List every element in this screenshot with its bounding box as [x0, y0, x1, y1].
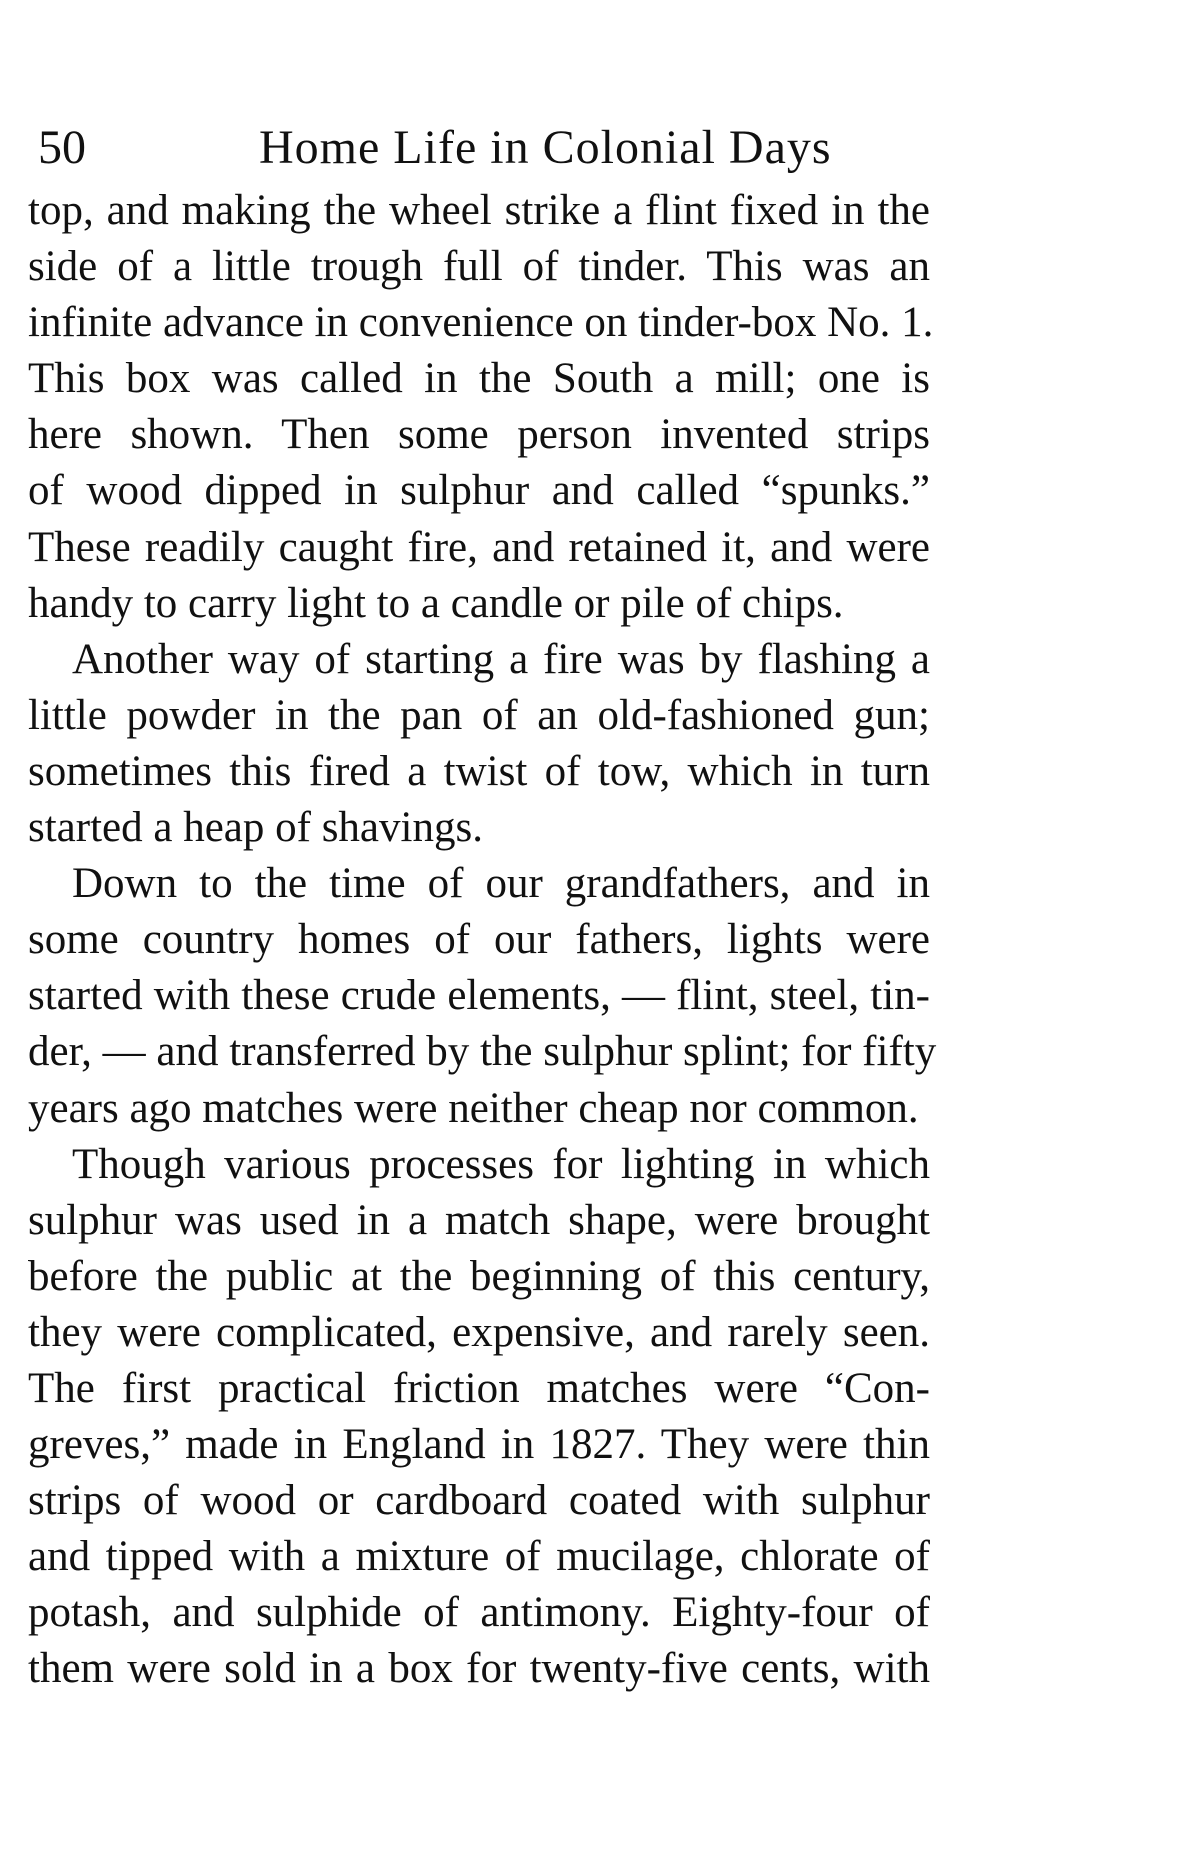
running-head [38, 118, 918, 178]
text-line: sometimes this fired a twist of tow, which in turn [28, 747, 930, 795]
text-line: handy to carry light to a candle or pile of chips. [28, 579, 844, 627]
text-line: some country homes of our fathers, lights were [28, 916, 930, 964]
text-line: sulphur was used in a match shape, were brought [28, 1196, 930, 1244]
text-line: side of a little trough full of tinder. This was an [28, 243, 930, 291]
text-line: little powder in the pan of an old-fashioned gun; [28, 691, 930, 739]
paragraph-first-line: Another way of starting a fire was by flashing a [72, 635, 930, 683]
text-line: infinite advance in convenience on tinder-box No. 1. [28, 299, 934, 347]
text-line: greves,” made in England in 1827. They were thin [28, 1421, 930, 1469]
text-line: This box was called in the South a mill; one is [28, 355, 930, 403]
text-line: top, and making the wheel strike a flint fixed in the [28, 187, 930, 234]
text-line: strips of wood or cardboard coated with sulphur [28, 1477, 930, 1525]
running-title: Home Life in Colonial Days [259, 121, 832, 174]
text-line: they were complicated, expensive, and rarely seen. [28, 1308, 930, 1356]
text-line: The first practical friction matches were “Con- [28, 1364, 930, 1412]
body-text [28, 183, 937, 1698]
text-line: years ago matches were neither cheap nor common. [28, 1084, 919, 1132]
text-line: before the public at the beginning of this century, [28, 1252, 930, 1300]
text-line: These readily caught fire, and retained it, and were [28, 523, 930, 571]
text-line: potash, and sulphide of antimony. Eighty-four of [28, 1589, 930, 1637]
text-line: and tipped with a mixture of mucilage, chlorate of [28, 1533, 930, 1581]
text-line: der, — and transferred by the sulphur splint; for fifty [28, 1028, 937, 1076]
text-line: of wood dipped in sulphur and called “spunks.” [28, 467, 930, 515]
paragraph-first-line: Down to the time of our grandfathers, and in [72, 860, 930, 908]
page-number: 50 [38, 121, 86, 174]
text-line: started a heap of shavings. [28, 804, 483, 852]
text-line: started with these crude elements, — flint, steel, tin- [28, 972, 930, 1020]
paragraph-first-line: Though various processes for lighting in which [72, 1140, 930, 1188]
text-line: here shown. Then some person invented strips [28, 411, 930, 459]
text-line: them were sold in a box for twenty-five cents, with [28, 1645, 930, 1693]
